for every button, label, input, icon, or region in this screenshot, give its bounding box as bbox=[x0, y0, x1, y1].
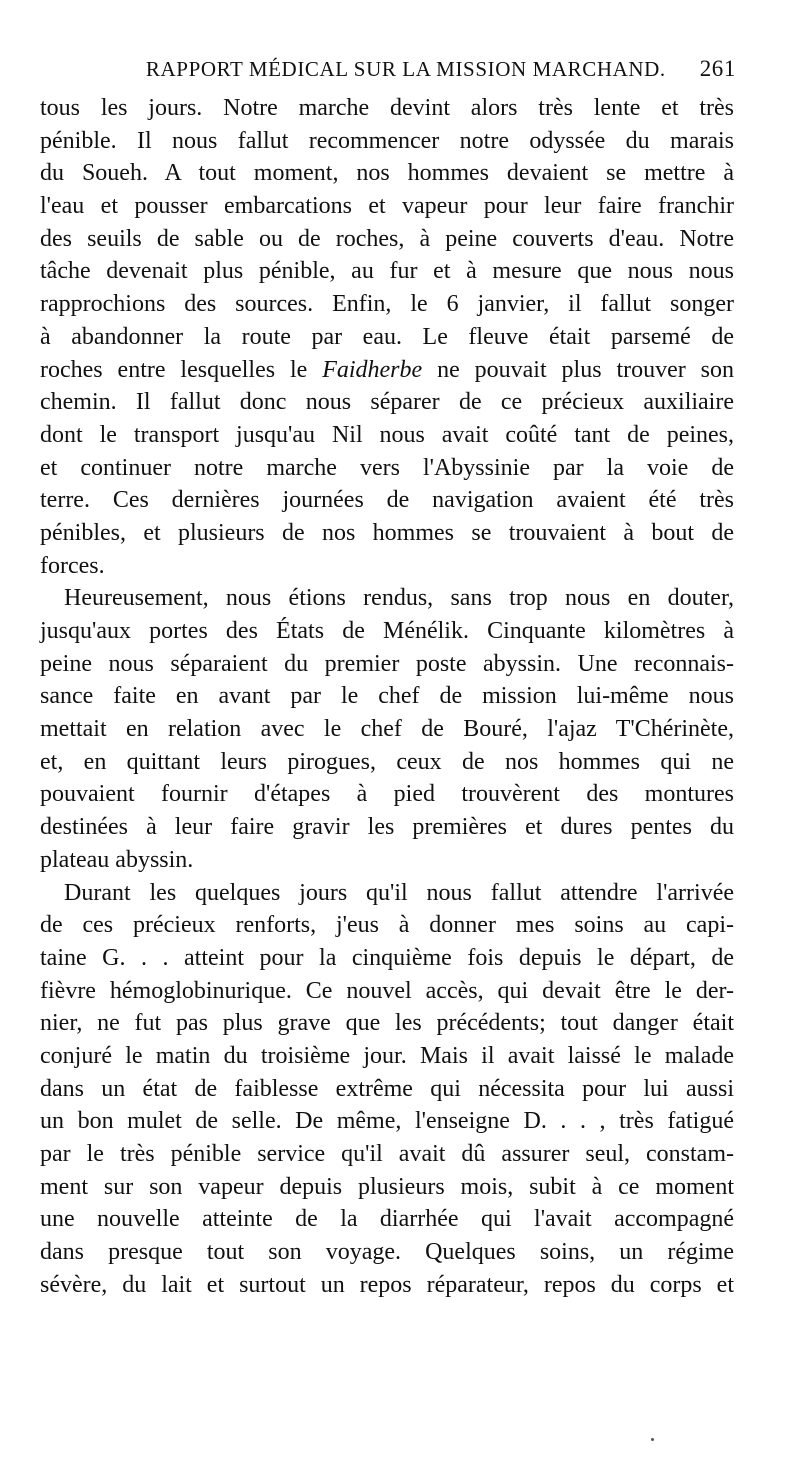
text-fragment: ne pouvait plus trouver son bbox=[422, 356, 734, 383]
text-line: sance faite en avant par le chef de mission lui-même nous bbox=[40, 683, 734, 710]
text-line: de ces précieux renforts, j'eus à donner mes soins au capi- bbox=[40, 912, 734, 939]
text-line: Durant les quelques jours qu'il nous fallut attendre l'arrivée bbox=[64, 879, 734, 906]
text-line: pénibles, et plusieurs de nos hommes se trouvaient à bout de bbox=[40, 519, 734, 546]
text-line: destinées à leur faire gravir les premières et dures pentes du bbox=[40, 814, 734, 841]
text-line: mettait en relation avec le chef de Bouré, l'ajaz T'Chérinète, bbox=[40, 716, 734, 743]
ship-name: Faidherbe bbox=[322, 356, 423, 383]
ink-speck bbox=[651, 1438, 654, 1441]
text-line: tous les jours. Notre marche devint alors très lente et très bbox=[40, 95, 734, 121]
text-line: et, en quittant leurs pirogues, ceux de nos hommes qui ne bbox=[40, 748, 734, 775]
text-line: dans presque tout son voyage. Quelques soins, un régime bbox=[40, 1239, 734, 1266]
text-line: sévère, du lait et surtout un repos réparateur, repos du corps et bbox=[40, 1271, 734, 1298]
text-line: nier, ne fut pas plus grave que les précédents; tout danger était bbox=[40, 1010, 734, 1037]
text-line: un bon mulet de selle. De même, l'enseigne D. . . , très fatigué bbox=[40, 1108, 734, 1135]
text-line: dans un état de faiblesse extrême qui nécessita pour lui aussi bbox=[40, 1075, 734, 1102]
text-line: des seuils de sable ou de roches, à peine couverts d'eau. Notre bbox=[40, 225, 734, 252]
text-line: plateau abyssin. bbox=[40, 846, 194, 873]
body-text bbox=[40, 92, 734, 1301]
text-line: jusqu'aux portes des États de Ménélik. Cinquante kilomètres à bbox=[40, 618, 734, 644]
text-line: une nouvelle atteinte de la diarrhée qui l'avait accompagné bbox=[40, 1206, 734, 1233]
running-title: RAPPORT MÉDICAL SUR LA MISSION MARCHAND. bbox=[145, 57, 666, 81]
text-line: et continuer notre marche vers l'Abyssinie par la voie de bbox=[40, 454, 734, 481]
text-line: dont le transport jusqu'au Nil nous avait coûté tant de peines, bbox=[40, 421, 734, 448]
text-line: rapprochions des sources. Enfin, le 6 janvier, il fallut songer bbox=[40, 291, 734, 318]
text-line: Heureusement, nous étions rendus, sans trop nous en douter, bbox=[64, 585, 734, 612]
text-line: tâche devenait plus pénible, au fur et à mesure que nous nous bbox=[40, 258, 734, 285]
text-line: l'eau et pousser embarcations et vapeur pour leur faire franchir bbox=[40, 193, 734, 220]
text-line: peine nous séparaient du premier poste abyssin. Une reconnais- bbox=[40, 650, 734, 677]
text-line: pénible. Il nous fallut recommencer notre odyssée du marais bbox=[40, 127, 734, 154]
text-line: par le très pénible service qu'il avait dû assurer seul, constam- bbox=[40, 1141, 734, 1167]
text-line: forces. bbox=[40, 552, 105, 579]
text-line: pouvaient fournir d'étapes à pied trouvèrent des montures bbox=[40, 781, 734, 808]
text-line: du Soueh. A tout moment, nos hommes devaient se mettre à bbox=[40, 160, 734, 187]
text-line: taine G. . . atteint pour la cinquième fois depuis le départ, de bbox=[40, 944, 734, 971]
text-fragment: roches entre lesquelles le bbox=[40, 356, 323, 383]
text-line: conjuré le matin du troisième jour. Mais il avait laissé le malade bbox=[40, 1042, 734, 1069]
page-number: 261 bbox=[699, 56, 736, 81]
text-line: chemin. Il fallut donc nous séparer de ce précieux auxiliaire bbox=[40, 389, 734, 416]
running-head bbox=[42, 56, 736, 92]
text-line: à abandonner la route par eau. Le fleuve était parsemé de bbox=[40, 323, 734, 350]
text-line: terre. Ces dernières journées de navigation avaient été très bbox=[40, 487, 734, 514]
text-line: ment sur son vapeur depuis plusieurs mois, subit à ce moment bbox=[40, 1173, 734, 1200]
text-line: fièvre hémoglobinurique. Ce nouvel accès, qui devait être le der- bbox=[40, 977, 734, 1004]
text-line bbox=[40, 354, 734, 387]
